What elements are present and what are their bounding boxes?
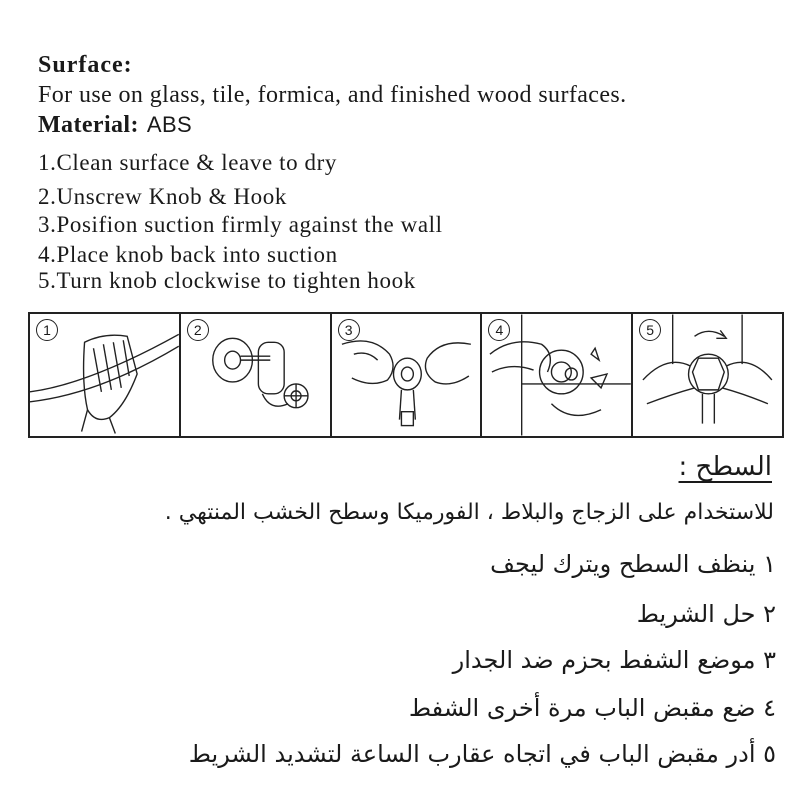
instruction-step-4: 4.Place knob back into suction [38,242,338,267]
illustration-panel-5 [633,314,782,436]
arabic-instruction-step-4: ٤ ضع مقبض الباب مرة أخرى الشفط [408,694,776,722]
material-line [38,112,192,139]
instruction-step-1: 1.Clean surface & leave to dry [38,150,337,175]
arabic-instruction-step-5: ٥ أدر مقبض الباب في اتجاه عقارب الساعة لتشديد الشريط [188,740,776,768]
arabic-surface-heading: السطح : [678,452,772,482]
illustration-panel-2 [181,314,332,436]
arabic-instruction-step-2: ٢ حل الشريط [636,600,776,628]
arabic-instruction-step-3: ٣ موضع الشفط بحزم ضد الجدار [452,646,776,674]
arabic-instruction-step-1: ١ ينظف السطح ويترك ليجف [490,550,776,578]
illustration-panel-1 [30,314,181,436]
surface-description: For use on glass, tile, formica, and finished wood surfaces. [38,82,627,108]
illustration-panel-3 [332,314,483,436]
step-number-badge: 1 [36,319,58,341]
surface-heading: Surface: [38,52,133,78]
step-number-badge: 3 [338,319,360,341]
material-value: ABS [146,112,193,137]
instruction-step-2: 2.Unscrew Knob & Hook [38,184,287,209]
instruction-step-3: 3.Posifion suction firmly against the wall [38,212,443,237]
illustration-panel-4 [482,314,633,436]
step-number-badge: 4 [488,319,510,341]
step-number-badge: 2 [187,319,209,341]
step-number-badge: 5 [639,319,661,341]
illustration-strip [28,312,784,438]
instruction-step-5: 5.Turn knob clockwise to tighten hook [38,268,416,293]
arabic-surface-description: للاستخدام على الزجاج والبلاط ، الفورميكا وسطح الخشب المنتهي . [164,500,774,525]
material-label: Material: [38,112,139,138]
